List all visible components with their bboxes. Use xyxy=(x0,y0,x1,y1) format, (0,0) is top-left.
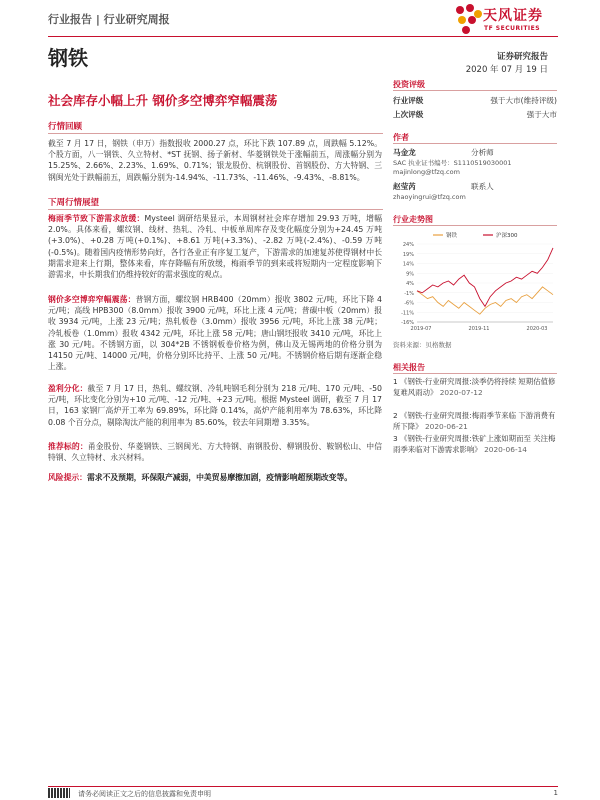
paragraph-profit-head: 盈利分化： xyxy=(48,384,88,393)
related-title: 相关报告 xyxy=(393,363,425,372)
page-title: 钢铁 xyxy=(48,46,88,70)
sidebar-divider xyxy=(393,90,557,91)
section-review-title: 行情回顾 xyxy=(48,122,83,132)
paragraph-risk-text: 需求不及预期，环保限产减弱，中美贸易摩擦加剧，疫情影响超预期改变等。 xyxy=(86,473,353,482)
report-category: 行业报告 | 行业研究周报 xyxy=(48,13,170,26)
previous-rating xyxy=(393,109,557,120)
related-report-1[interactable] xyxy=(393,376,557,398)
rating-title: 投资评级 xyxy=(393,80,425,89)
related-report-3[interactable] xyxy=(393,433,557,455)
author1-name: 马金龙 xyxy=(393,148,416,157)
y-tick-label: 14% xyxy=(402,261,414,268)
logo-cn: 天风证券 xyxy=(483,8,543,24)
author2-role: 联系人 xyxy=(471,182,494,191)
author1-id: SAC 执业证书编号：S1110519030001 xyxy=(393,159,512,167)
y-tick-label: 4% xyxy=(406,281,414,287)
legend-label: 沪深300 xyxy=(496,233,518,239)
section-divider xyxy=(48,133,383,134)
related-report-1-title: 1 《钢铁-行业研究周报:淡季仍将持续 短期估值修复难风雨动》 xyxy=(393,377,556,397)
footer-divider xyxy=(48,786,558,787)
related-report-2[interactable] xyxy=(393,410,557,432)
author1-email[interactable]: majinlong@tfzq.com xyxy=(393,168,460,176)
author2-name: 赵莹芮 xyxy=(393,182,416,191)
trend-title: 行业走势图 xyxy=(393,215,433,224)
paragraph-price-head: 钢价多空博弈窄幅震荡： xyxy=(48,295,136,304)
industry-rating-label: 行业评级 xyxy=(393,96,424,105)
logo-en: TF SECURITIES xyxy=(484,25,541,32)
author2-email[interactable]: zhaoyingrui@tfzq.com xyxy=(393,193,466,201)
paragraph-demand-head: 梅雨季节致下游需求放缓： xyxy=(48,214,145,223)
legend-label: 钢铁 xyxy=(446,233,458,239)
y-tick-label: 24% xyxy=(402,242,414,248)
paragraph-profit xyxy=(48,383,382,428)
section-outlook-title: 下周行情展望 xyxy=(48,198,100,208)
report-type: 证券研究报告 xyxy=(496,52,548,62)
author1 xyxy=(393,147,557,158)
previous-rating-value: 强于大市 xyxy=(526,110,557,119)
header-divider xyxy=(48,36,558,37)
industry-rating xyxy=(393,95,557,106)
author-title: 作者 xyxy=(393,133,409,142)
sidebar-divider xyxy=(393,373,557,374)
x-tick-label: 2019-11 xyxy=(468,326,490,332)
paragraph-risk xyxy=(48,472,382,483)
review-paragraph: 截至 7 月 17 日，钢铁（申万）指数报收 2000.27 点，环比下跌 107.89 点，周跌幅 5.12%。个股方面，八一钢铁、久立特材、*ST 抚钢、扬子新材、华菱钢铁处于涨幅前五，周涨幅分别为 15.25%、2.66%、2.23%、1.69%、0.71%；银龙股份、杭钢股份、首钢股份、方大特钢、三钢闽光处于跌幅前五，周跌幅分别为-14.94%、-11.73%、-11.46%、-9.43%、-8.81%。 xyxy=(48,139,382,182)
x-tick-label: 2019-07 xyxy=(410,326,432,332)
author2 xyxy=(393,181,557,192)
sidebar-divider xyxy=(393,143,557,144)
previous-rating-label: 上次评级 xyxy=(393,110,424,119)
paragraph-picks xyxy=(48,441,382,463)
y-tick-label: -1% xyxy=(404,290,414,297)
author1-role: 分析师 xyxy=(471,148,494,157)
paragraph-price xyxy=(48,294,382,372)
report-subtitle: 社会库存小幅上升 钢价多空博弈窄幅震荡 xyxy=(48,93,278,108)
disclaimer: 请务必阅读正文之后的信息披露和免责申明 xyxy=(78,790,211,798)
paragraph-price-text: 普钢方面，螺纹钢 HRB400（20mm）报收 3802 元/吨，环比下降 4 元/吨；高线 HPB300（8.0mm）报收 3900 元/吨，环比上涨 4 元/吨；普碳中板（20mm）报收 3934 元/吨，上涨 23 元/吨；热轧板卷（3.0mm）报收 3956 元/吨，环比上涨 38 元/吨；冷轧板卷（1.0mm）报收 4342 元/吨，环比上涨 58 元/吨；唐山钢坯报收 3410 元/吨，环比上涨 30 元/吨。不锈钢方面，以 304*2B 不锈钢板卷价格为例，佛山及无锡两地的价格分别为 14150 元/吨、14000 元/吨，价格分别环比持平、上涨 50 元/吨。不锈钢价格后期有逐渐企稳上涨。 xyxy=(48,295,383,372)
industry-trend-chart xyxy=(393,228,557,332)
x-tick-label: 2020-03 xyxy=(526,326,548,332)
section-divider xyxy=(48,209,383,210)
y-tick-label: 19% xyxy=(402,251,414,258)
chart-source: 资料来源：贝格数据 xyxy=(393,341,452,349)
related-report-1-date: 2020-07-12 xyxy=(439,388,483,397)
paragraph-risk-head: 风险提示： xyxy=(48,473,87,482)
paragraph-picks-text: 甬金股份、华菱钢铁、三钢闽光、方大特钢、南钢股份、柳钢股份、鞍钢松山、中信特钢、久立特材、永兴材料。 xyxy=(48,442,382,463)
y-tick-label: -16% xyxy=(401,320,414,326)
y-tick-label: -6% xyxy=(404,300,414,307)
y-tick-label: -11% xyxy=(401,310,414,317)
paragraph-profit-text: 截至 7 月 17 日，热轧、螺纹钢、冷轧吨钢毛利分别为 218 元/吨、170 元/吨、-50 元/吨，环比变化分别为+10 元/吨、-12 元/吨、+23 元/吨。根据 Mysteel 调研，截至 7 月 17 日，163 家钢厂高炉开工率为 69.89%，环比降 0.14%，高炉产能利用率为 78.63%，环比降 0.08 个百分点，剔除淘汰产能的利用率为 85.60%，较去年同期增 3.35%。 xyxy=(48,384,383,427)
qr-code-icon xyxy=(48,788,70,798)
series-line-1 xyxy=(417,287,553,314)
paragraph-picks-head: 推荐标的： xyxy=(48,442,88,451)
industry-rating-value: 强于大市(维持评级) xyxy=(490,96,557,105)
report-date: 2020 年 07 月 19 日 xyxy=(465,65,548,75)
related-report-3-date: 2020-06-14 xyxy=(484,445,528,454)
paragraph-demand-text: Mysteel 调研结果显示，本周钢材社会库存增加 29.93 万吨，增幅 2.0%。具体来看，螺纹钢、线材、热轧、冷轧、中板单周库存及变化幅度分别为+24.45 万吨(+3.0%)、+0.28 万吨(+0.1%)、+8.61 万吨(+3.3%)、-2.82 万吨(-2.4%)、-0.59 万吨(-0.5%)。随着国内疫情形势向好，各行各业正有序复工复产，下游需求的加速复苏使得钢材中长期需求迎来上行期，整体来看，库存降幅有所放缓，梅雨季节的到来或将短期内一定程度影响下游需求，中长期我们仍维持较好的需求强度的观点。 xyxy=(48,214,383,280)
related-report-2-title: 2 《钢铁-行业研究周报:梅雨季节来临 下游消费有所下降》 xyxy=(393,411,556,431)
sidebar-divider xyxy=(393,225,557,226)
y-tick-label: 9% xyxy=(406,271,414,278)
paragraph-demand xyxy=(48,213,382,280)
related-report-3-title: 3 《钢铁-行业研究周报:铁矿上涨如期而至 关注梅雨季来临对下游需求影响》 xyxy=(393,434,556,454)
page-number: 1 xyxy=(553,789,558,797)
related-report-2-date: 2020-06-21 xyxy=(424,422,468,431)
